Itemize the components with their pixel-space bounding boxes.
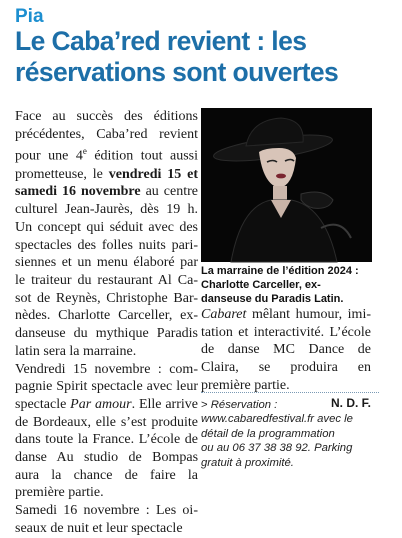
dotted-divider <box>201 392 379 393</box>
text-line: pagnie Spirit spectacle avec <box>15 379 173 395</box>
text-line: seaux de nuit et leur spectacle <box>15 520 183 536</box>
text-line: pour une 4 <box>15 149 83 165</box>
text-line: édition tout aussi <box>86 149 198 165</box>
text-line: au centre <box>140 184 198 200</box>
text-line: le traiteur du restaurant Al Ca- <box>15 272 198 288</box>
text-line: Face au succès des éditions <box>15 109 198 124</box>
event-date-bold: vendredi 15 et <box>108 166 199 182</box>
text-line: leur spectacle <box>15 379 199 412</box>
section-rubric: Pia <box>15 6 44 27</box>
article-body-left-column <box>15 108 199 536</box>
text-line: latin sera la marraine. <box>15 343 137 359</box>
reservation-heading <box>201 398 381 412</box>
text-line: se produira en première partie. <box>201 360 372 393</box>
reservation-label: Réservation : <box>207 399 278 411</box>
event-date-bold: samedi 16 novembre <box>15 184 141 200</box>
reservation-website-line: www.cabaredfestival.fr avec le <box>201 413 353 426</box>
text-line: danseuse du mythique Paradis <box>15 326 198 342</box>
paragraph-friday <box>15 361 198 503</box>
text-line: nèdes. Charlotte Carceller, ex- <box>15 308 198 324</box>
text-line: produite dans toute la France. <box>15 414 199 448</box>
text-line: tation et interactivité. L’école <box>201 324 371 340</box>
caption-line-2: Charlotte Carceller, ex- <box>201 279 321 291</box>
text-line: L’école de danse Au studio de <box>15 432 198 466</box>
text-line: de danse MC Dance de Claira, <box>201 342 371 376</box>
text-line: prometteuse, le <box>15 166 109 182</box>
caption-line-3: danseuse du Paradis Latin. <box>201 293 344 305</box>
paragraph-saturday <box>15 502 198 537</box>
author-signature: N. D. F. <box>330 395 371 410</box>
show-title-italic: Cabaret <box>201 307 247 322</box>
performer-photo <box>201 108 372 262</box>
text-line: Vendredi 15 novembre : com- <box>15 361 198 377</box>
caption-line-1: La marraine de l’édition 2024 : <box>201 265 359 277</box>
reservation-phone-line: ou au 06 37 38 38 92. Parking <box>201 442 353 455</box>
text-line: Samedi 16 novembre : Les oi- <box>15 503 198 519</box>
performer-illustration <box>201 108 372 262</box>
reservation-line: gratuit à proximité. <box>201 456 294 469</box>
text-line: Bompas aura la chance de faire <box>15 450 199 483</box>
text-line: mêlant humour, imi- <box>246 307 371 322</box>
text-line: sot de Reynès, Christophe Bar- <box>15 290 198 306</box>
photo-caption <box>201 264 381 306</box>
text-line: culturel Jean-Jaurès, dès 19 h. <box>15 202 198 218</box>
reservation-line: détail de la programmation <box>201 427 335 440</box>
text-line: Un concept qui séduit avec des <box>15 219 198 235</box>
text-line: spectacles des folles nuits pari- <box>15 237 198 253</box>
superscript: e <box>82 146 87 157</box>
text-line: la première partie. <box>15 467 199 501</box>
text-line: . Elle <box>131 396 162 412</box>
chevron-right-icon: > <box>201 399 208 411</box>
text-line: siennes et un menu élaboré par <box>15 255 198 271</box>
text-line: arrive de Bordeaux, elle s’est <box>15 396 198 430</box>
show-title-italic: Par amour <box>70 396 132 412</box>
article-body-right-column <box>201 306 371 412</box>
paragraph-intro <box>15 108 198 361</box>
article-headline <box>15 26 400 88</box>
headline-line-2: réservations sont ouvertes <box>15 57 339 87</box>
headline-line-1: Le Caba’red revient : les <box>15 26 307 56</box>
text-line: précédentes, Caba’red revient <box>15 126 198 142</box>
reservation-box <box>201 398 381 470</box>
